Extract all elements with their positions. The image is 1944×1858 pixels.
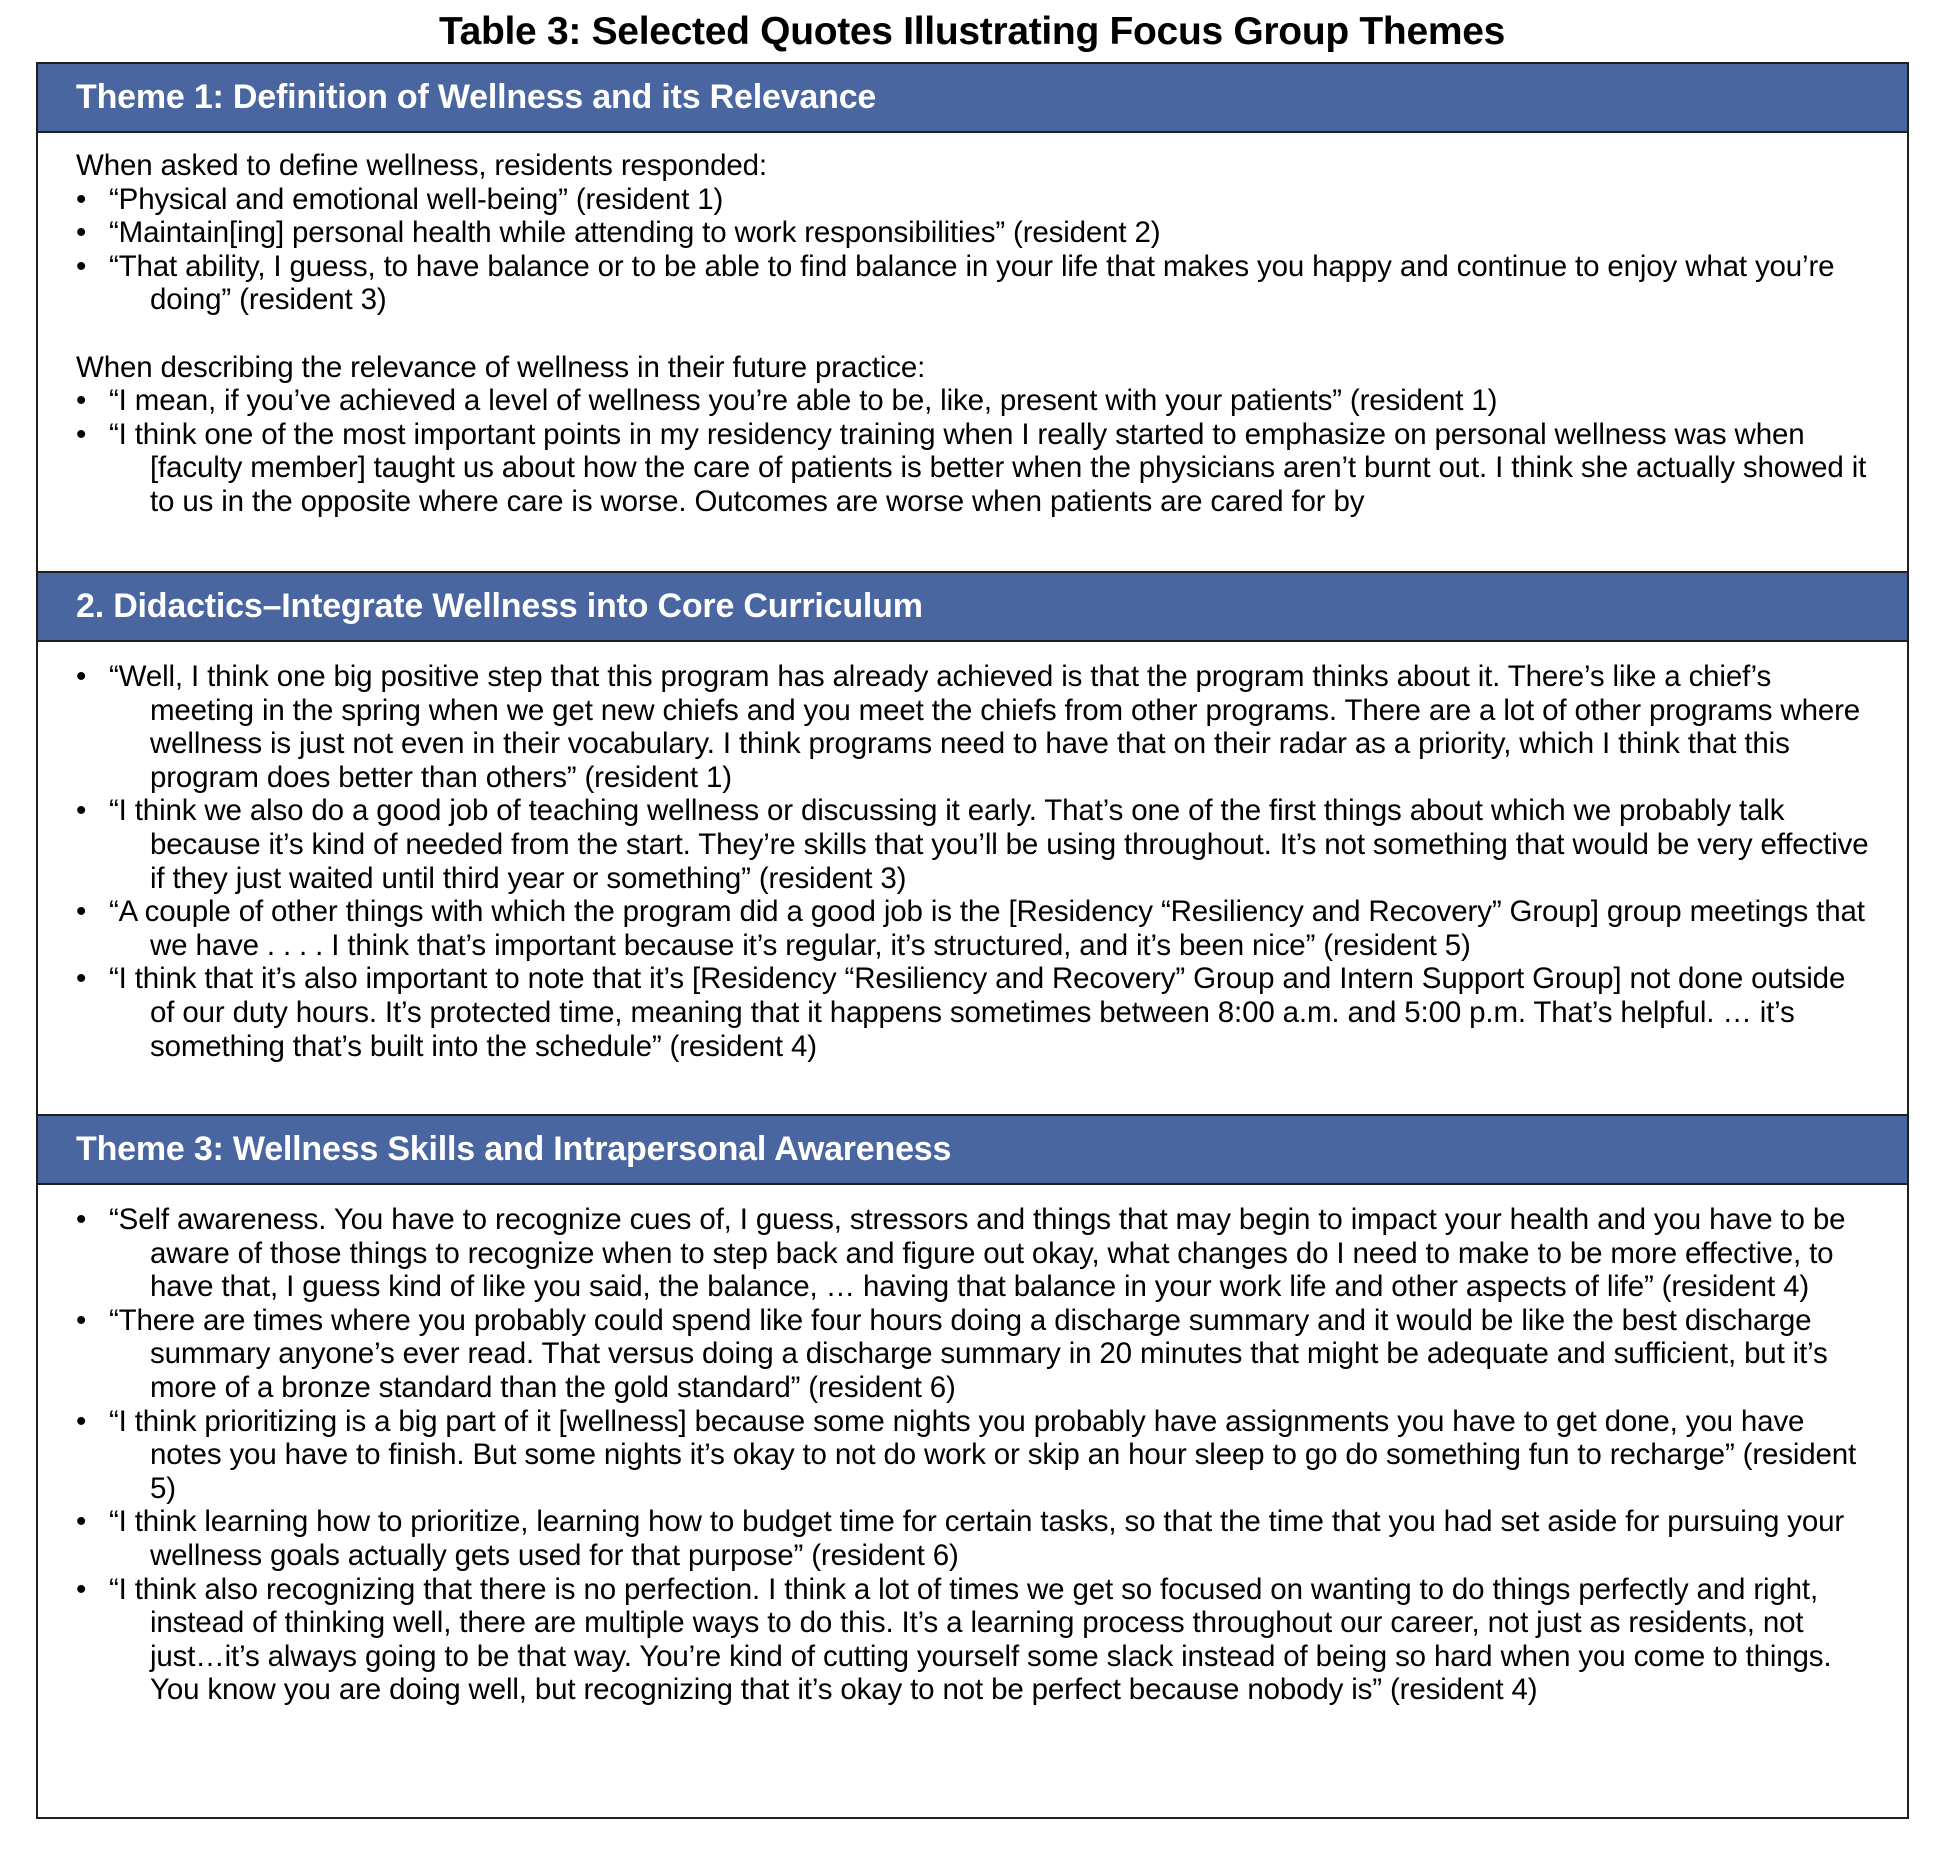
quote-item: • “Maintain[ing] personal health while attending to work responsibilities” (resident 2) [76, 216, 1876, 250]
quote-item: • “I think prioritizing is a big part of it [wellness] because some nights you probably have assignments you have to get done, you have notes you have to finish. But some nights it’s okay to not do work or skip an hour sleep to go do something fun to recharge” (resident 5) [76, 1405, 1876, 1506]
quote-item: • “A couple of other things with which the program did a good job is the [Residency “Resiliency and Recovery” Group] group meetings that we have . . . . I think that’s important because it’s regular, it’s structured, and it’s been nice” (resident 5) [76, 895, 1876, 962]
theme-2-header: 2. Didactics–Integrate Wellness into Core Curriculum [38, 571, 1907, 642]
theme-3-body [76, 1203, 1876, 1707]
theme-2-quotes [76, 660, 1876, 1063]
theme-3-header: Theme 3: Wellness Skills and Intrapersonal Awareness [38, 1114, 1907, 1185]
quote-item: • “There are times where you probably could spend like four hours doing a discharge summary and it would be like the best discharge summary anyone’s ever read. That versus doing a discharge summary in 20 minutes that might be adequate and sufficient, but it’s more of a bronze standard than the gold standard” (resident 6) [76, 1304, 1876, 1405]
quote-item: • “I think one of the most important points in my residency training when I really started to emphasize on personal wellness was when [faculty member] taught us about how the care of patients is better when the physicians aren’t burnt out. I think she actually showed it to us in the opposite where care is worse. Outcomes are worse when patients are cared for by [76, 418, 1876, 519]
theme-1-intro-definition: When asked to define wellness, residents responded: [76, 149, 767, 182]
theme-1-body [76, 149, 1876, 519]
theme-1-intro-relevance: When describing the relevance of wellness in their future practice: [76, 350, 926, 384]
quote-item: • “I think that it’s also important to note that it’s [Residency “Resiliency and Recovery” Group and Intern Support Group] not done outside of our duty hours. It’s protected time, meaning that it happens sometimes between 8:00 a.m. and 5:00 p.m. That’s helpful. … it’s something that’s built into the schedule” (resident 4) [76, 962, 1876, 1063]
theme-1-definition-quotes [76, 183, 1876, 317]
theme-1-relevance-quotes [76, 384, 1876, 518]
quotes-table [36, 62, 1909, 1819]
quote-item: • “I think learning how to prioritize, learning how to budget time for certain tasks, so that the time that you had set aside for pursuing your wellness goals actually gets used for that purpose” (resident 6) [76, 1505, 1876, 1572]
table-title: Table 3: Selected Quotes Illustrating Focus Group Themes [438, 10, 1506, 53]
quote-item: • “I think we also do a good job of teaching wellness or discussing it early. That’s one of the first things about which we probably talk because it’s kind of needed from the start. They’re skills that you’ll be using throughout. It’s not something that would be very effective if they just waited until third year or something” (resident 3) [76, 794, 1876, 895]
quote-item: • “Self awareness. You have to recognize cues of, I guess, stressors and things that may begin to impact your health and you have to be aware of those things to recognize when to step back and figure out okay, what changes do I need to make to be more effective, to have that, I guess kind of like you said, the balance, … having that balance in your work life and other aspects of life” (resident 4) [76, 1203, 1876, 1304]
quote-item: • “That ability, I guess, to have balance or to be able to find balance in your life that makes you happy and continue to enjoy what you’re doing” (resident 3) [76, 250, 1876, 317]
theme-3-quotes [76, 1203, 1876, 1707]
theme-1-header: Theme 1: Definition of Wellness and its Relevance [38, 64, 1907, 133]
quote-item: • “I mean, if you’ve achieved a level of wellness you’re able to be, like, present with your patients” (resident 1) [76, 384, 1876, 418]
theme-2-body [76, 660, 1876, 1063]
quote-item: • “I think also recognizing that there is no perfection. I think a lot of times we get so focused on wanting to do things perfectly and right, instead of thinking well, there are multiple ways to do this. It’s a learning process throughout our career, not just as residents, not just…it’s always going to be that way. You’re kind of cutting yourself some slack instead of being so hard when you come to things. You know you are doing well, but recognizing that it’s okay to not be perfect because nobody is” (resident 4) [76, 1573, 1876, 1707]
quote-item: • “Physical and emotional well-being” (resident 1) [76, 183, 1876, 217]
quote-item: • “Well, I think one big positive step that this program has already achieved is that the program thinks about it. There’s like a chief’s meeting in the spring when we get new chiefs and you meet the chiefs from other programs. There are a lot of other programs where wellness is just not even in their vocabulary. I think programs need to have that on their radar as a priority, which I think that this program does better than others” (resident 1) [76, 660, 1876, 794]
